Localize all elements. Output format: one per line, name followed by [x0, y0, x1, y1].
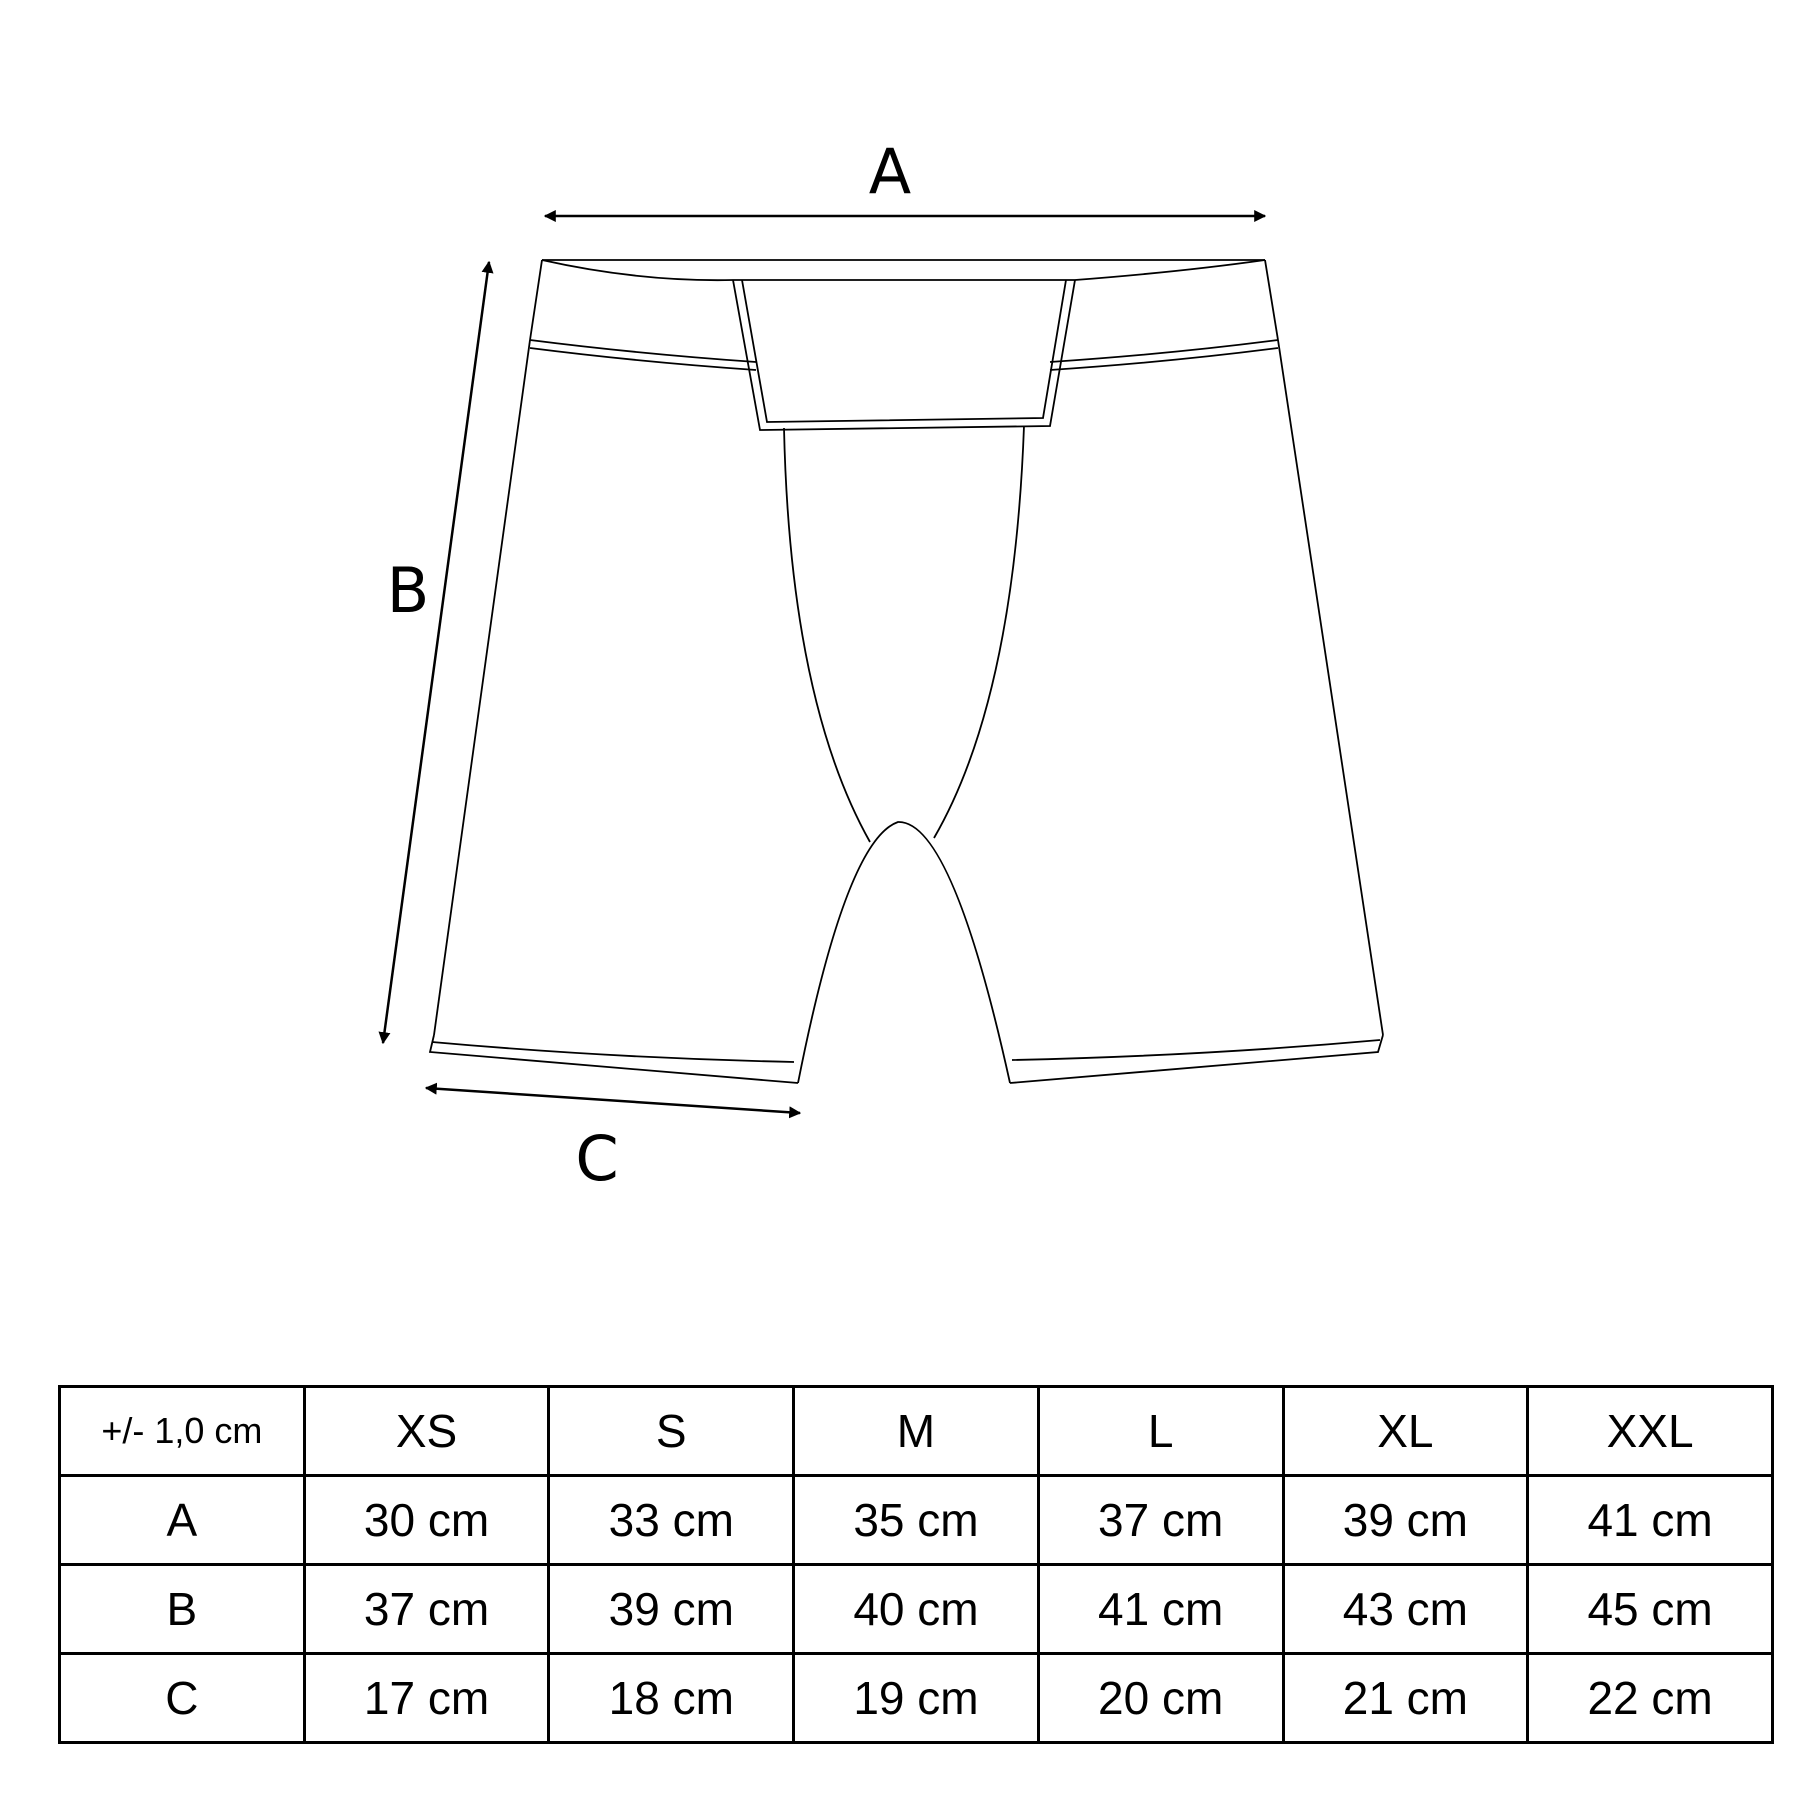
table-cell: 39 cm [1283, 1476, 1528, 1565]
table-cell: 20 cm [1038, 1654, 1283, 1743]
size-header: S [549, 1387, 794, 1476]
table-cell: 41 cm [1528, 1476, 1773, 1565]
size-header: L [1038, 1387, 1283, 1476]
table-cell: 37 cm [1038, 1476, 1283, 1565]
right-leg-side [1278, 340, 1383, 1035]
table-cell: 18 cm [549, 1654, 794, 1743]
table-cell: 43 cm [1283, 1565, 1528, 1654]
tolerance-cell: +/- 1,0 cm [60, 1387, 305, 1476]
table-cell: 35 cm [794, 1476, 1039, 1565]
waistband-seam-right [1050, 340, 1278, 370]
table-cell: 39 cm [549, 1565, 794, 1654]
table-row [60, 1476, 1773, 1565]
measure-b-arrow [383, 262, 489, 1043]
label-a: A [868, 135, 912, 208]
left-leg-side [434, 340, 530, 1035]
table-cell: 19 cm [794, 1654, 1039, 1743]
size-header: XL [1283, 1387, 1528, 1476]
waistband-left-side [530, 260, 542, 340]
table-cell: 40 cm [794, 1565, 1039, 1654]
label-c: C [575, 1122, 619, 1195]
size-chart-table [58, 1385, 1774, 1744]
measure-c-arrow [426, 1088, 800, 1113]
label-b: B [386, 554, 430, 627]
table-header-row [60, 1387, 1773, 1476]
table-cell: 17 cm [304, 1654, 549, 1743]
size-header: XXL [1528, 1387, 1773, 1476]
size-header: M [794, 1387, 1039, 1476]
table-cell: 45 cm [1528, 1565, 1773, 1654]
row-label: B [60, 1565, 305, 1654]
waistband-seam-left [530, 340, 756, 370]
row-label: A [60, 1476, 305, 1565]
fly-left [784, 428, 870, 842]
row-label: C [60, 1654, 305, 1743]
crotch-arch [798, 822, 1010, 1083]
pouch-panel-inner [742, 280, 1066, 422]
table-cell: 41 cm [1038, 1565, 1283, 1654]
fly-right [934, 426, 1024, 838]
table-cell: 22 cm [1528, 1654, 1773, 1743]
left-leg-hem-stitch [432, 1042, 794, 1062]
pouch-panel [733, 280, 1075, 430]
table-cell: 37 cm [304, 1565, 549, 1654]
shorts-outline [430, 260, 1383, 1083]
size-header: XS [304, 1387, 549, 1476]
waistband-right-side [1265, 260, 1278, 340]
table-cell: 21 cm [1283, 1654, 1528, 1743]
table-cell: 30 cm [304, 1476, 549, 1565]
front-panel [542, 260, 1265, 280]
table-row [60, 1565, 1773, 1654]
table-row [60, 1654, 1773, 1743]
table-cell: 33 cm [549, 1476, 794, 1565]
left-leg-hem [430, 1035, 798, 1083]
